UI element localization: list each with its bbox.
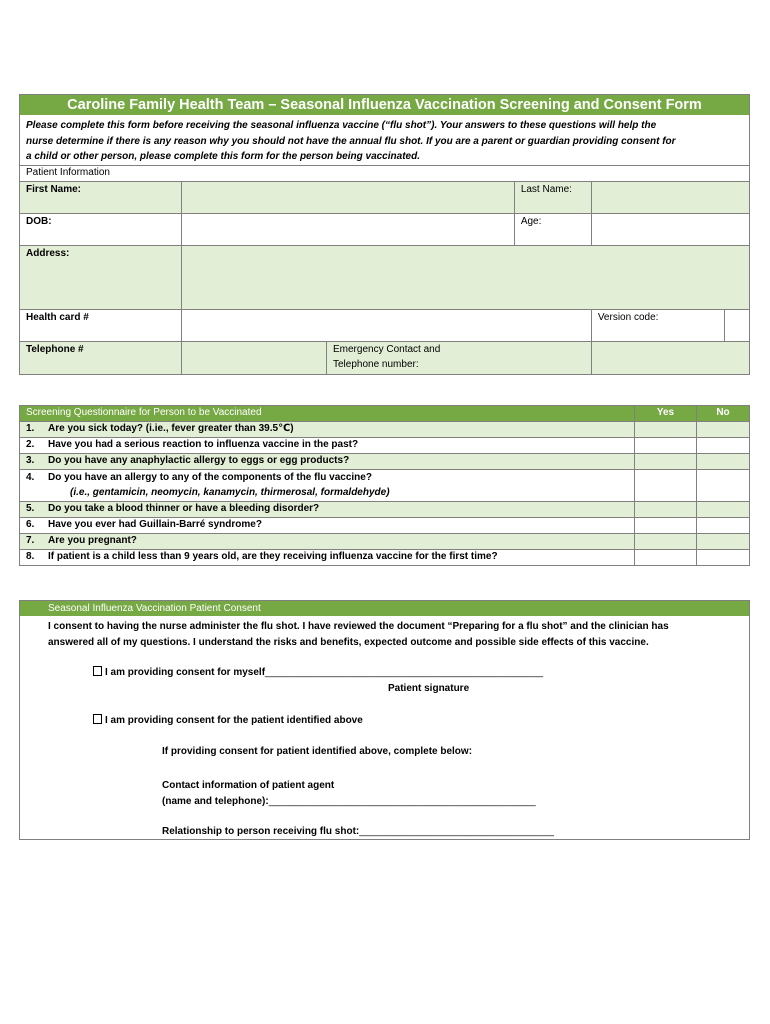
consent-self-label: I am providing consent for myself: [105, 667, 266, 678]
screening-table: [19, 405, 750, 566]
question-number: 7.: [26, 535, 35, 546]
patient-agent-line[interactable]: ________________________________________________: [268, 796, 536, 807]
address-label: Address:: [20, 246, 182, 310]
no-answer-cell[interactable]: [697, 518, 750, 534]
question-text: Have you had a serious reaction to influenza vaccine in the past?: [48, 439, 359, 450]
question-row: [20, 550, 635, 566]
question-row: [20, 470, 635, 502]
consent-self-checkbox[interactable]: [93, 666, 102, 676]
emergency-contact-label-line: Emergency Contact and: [333, 344, 441, 355]
question-number: 6.: [26, 519, 35, 530]
patient-signature-line[interactable]: __________________________________________________: [265, 667, 544, 678]
question-number: 2.: [26, 439, 35, 450]
emergency-contact-label: [327, 342, 592, 375]
patient-info-section-label: Patient Information: [20, 166, 750, 182]
telephone-label: Telephone #: [20, 342, 182, 375]
yes-answer-cell[interactable]: [635, 534, 697, 550]
emergency-contact-field[interactable]: [591, 342, 749, 375]
question-row: [20, 518, 635, 534]
yes-column-header: Yes: [635, 406, 697, 422]
question-row: [20, 502, 635, 518]
question-number: 4.: [26, 472, 35, 483]
question-text: Are you sick today? (i.ie., fever greater than 39.5℃): [48, 423, 294, 434]
relationship-line[interactable]: ___________________________________: [359, 826, 554, 837]
question-number: 3.: [26, 455, 35, 466]
consent-header: Seasonal Influenza Vaccination Patient Consent: [20, 601, 749, 616]
question-number: 8.: [26, 551, 35, 562]
question-text: Are you pregnant?: [48, 535, 137, 546]
question-text: Do you have any anaphylactic allergy to eggs or egg products?: [48, 455, 350, 466]
question-text: Have you ever had Guillain-Barré syndrome?: [48, 519, 262, 530]
health-card-label: Health card #: [20, 310, 182, 342]
consent-self-option[interactable]: [93, 666, 543, 678]
first-name-field[interactable]: [182, 182, 515, 214]
consent-statement: [48, 619, 669, 651]
question-text: If patient is a child less than 9 years old, are they receiving influenza vaccine for the first time?: [48, 551, 498, 562]
relationship-block: [162, 826, 554, 837]
consent-statement-line: I consent to having the nurse administer the flu shot. I have reviewed the document “Preparing for a flu shot” and the clinician has: [48, 621, 669, 632]
last-name-label: Last Name:: [514, 182, 591, 214]
consent-other-label: I am providing consent for the patient identified above: [105, 715, 363, 726]
consent-other-checkbox[interactable]: [93, 714, 102, 724]
consent-other-option[interactable]: [93, 714, 363, 726]
no-answer-cell[interactable]: [697, 454, 750, 470]
question-number: 1.: [26, 423, 35, 434]
question-row: [20, 422, 635, 438]
form-instructions: [19, 115, 750, 165]
patient-signature-label: Patient signature: [388, 683, 470, 694]
first-name-label: First Name:: [20, 182, 182, 214]
screening-header: Screening Questionnaire for Person to be Vaccinated: [20, 406, 635, 422]
age-label: Age:: [514, 214, 591, 246]
telephone-field[interactable]: [182, 342, 327, 375]
yes-answer-cell[interactable]: [635, 470, 697, 502]
dob-field[interactable]: [182, 214, 515, 246]
dob-label: DOB:: [20, 214, 182, 246]
consent-statement-line: answered all of my questions. I understand the risks and benefits, expected outcome and possible side effects of this vaccine.: [48, 637, 649, 648]
yes-answer-cell[interactable]: [635, 518, 697, 534]
relationship-label: Relationship to person receiving flu shot:: [162, 826, 360, 837]
version-code-field[interactable]: [724, 310, 749, 342]
question-row: [20, 438, 635, 454]
question-number: 5.: [26, 503, 35, 514]
question-row: [20, 454, 635, 470]
no-answer-cell[interactable]: [697, 438, 750, 454]
consent-other-instructions: If providing consent for patient identified above, complete below:: [162, 746, 473, 757]
patient-agent-label: Contact information of patient agent: [162, 780, 335, 791]
question-text: Do you have an allergy to any of the components of the flu vaccine?: [48, 472, 372, 483]
emergency-contact-label-line: Telephone number:: [333, 359, 419, 370]
question-subtext: (i.e., gentamicin, neomycin, kanamycin, thirmerosal, formaldehyde): [70, 487, 390, 498]
no-answer-cell[interactable]: [697, 534, 750, 550]
health-card-field[interactable]: [182, 310, 592, 342]
no-column-header: No: [697, 406, 750, 422]
no-answer-cell[interactable]: [697, 550, 750, 566]
yes-answer-cell[interactable]: [635, 454, 697, 470]
yes-answer-cell[interactable]: [635, 502, 697, 518]
form-title: Caroline Family Health Team – Seasonal Influenza Vaccination Screening and Consent Form: [19, 94, 750, 115]
address-field[interactable]: [182, 246, 750, 310]
last-name-field[interactable]: [591, 182, 749, 214]
patient-info-table: [19, 165, 750, 375]
version-code-label: Version code:: [591, 310, 724, 342]
yes-answer-cell[interactable]: [635, 438, 697, 454]
question-text: Do you take a blood thinner or have a bleeding disorder?: [48, 503, 320, 514]
age-field[interactable]: [591, 214, 749, 246]
patient-agent-label: (name and telephone):: [162, 796, 269, 807]
patient-agent-block: [162, 778, 536, 810]
yes-answer-cell[interactable]: [635, 550, 697, 566]
yes-answer-cell[interactable]: [635, 422, 697, 438]
instructions-line: nurse determine if there is any reason why you should not have the annual flu shot. If you are a parent or guardian providing consent for: [26, 135, 676, 147]
no-answer-cell[interactable]: [697, 470, 750, 502]
no-answer-cell[interactable]: [697, 502, 750, 518]
no-answer-cell[interactable]: [697, 422, 750, 438]
instructions-line: a child or other person, please complete this form for the person being vaccinated.: [26, 151, 420, 162]
question-row: [20, 534, 635, 550]
instructions-line: Please complete this form before receiving the seasonal influenza vaccine (“flu shot”). Your answers to these questions will help the: [26, 120, 657, 131]
